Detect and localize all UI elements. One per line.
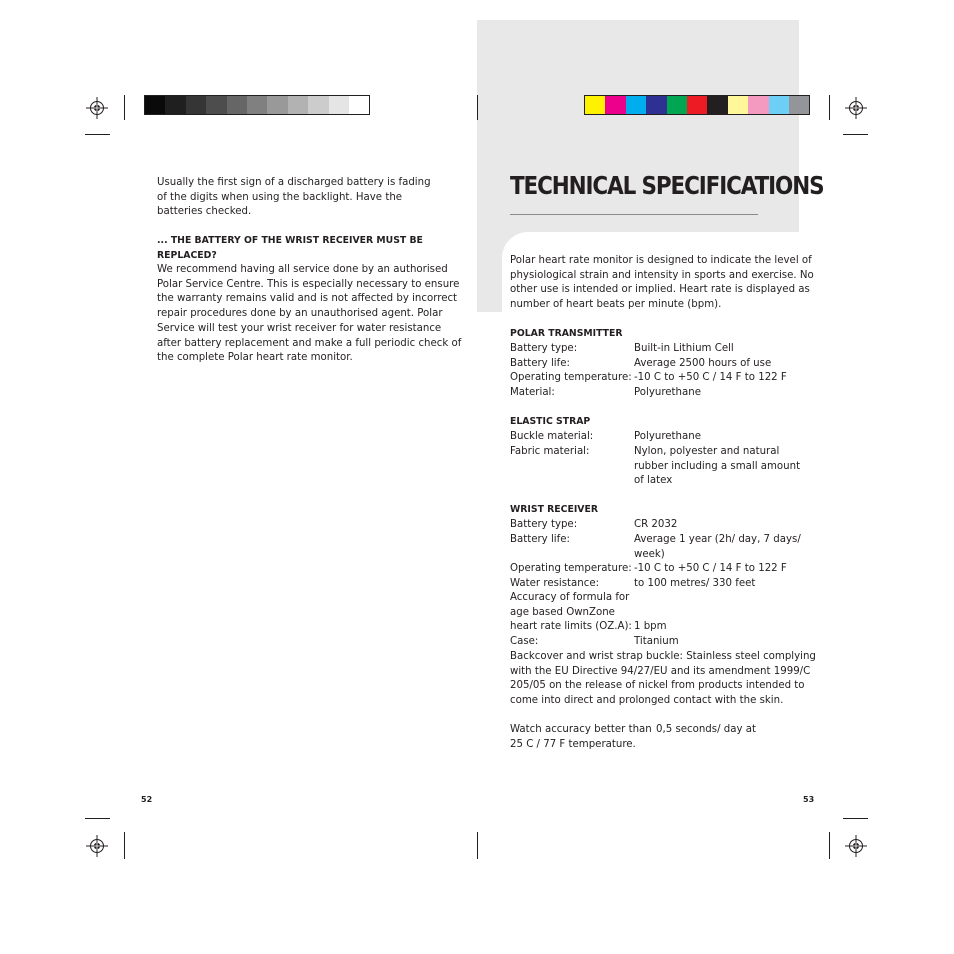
- spec-label: Material:: [510, 387, 555, 399]
- text-line: Accuracy of formula for: [510, 592, 630, 603]
- receiver-case-row: [510, 635, 679, 650]
- grayscale-swatch: [206, 96, 226, 114]
- spec-value: -10 C to +50 C / 14 F to 122 F: [634, 372, 787, 384]
- grayscale-swatch: [186, 96, 206, 114]
- spec-value: CR 2032: [634, 519, 678, 530]
- spec-label: Battery type:: [510, 519, 578, 530]
- text-line: with the EU Directive 94/27/EU and its amendment 1999/C: [510, 665, 811, 677]
- process-swatch: [728, 96, 748, 114]
- spec-label: Battery life:: [510, 357, 570, 369]
- grayscale-swatch: [267, 96, 287, 114]
- text-line: Average 1 year (2h/ day, 7 days/: [634, 534, 801, 545]
- receiver-battery-life-row: [510, 533, 570, 548]
- text-line: week): [634, 548, 665, 560]
- grayscale-swatch: [329, 96, 349, 114]
- registration-target-icon: [845, 97, 867, 119]
- text-line: 205/05 on the release of nickel from products intended to: [510, 680, 805, 692]
- spec-value: Built-in Lithium Cell: [634, 343, 734, 354]
- grayscale-swatch: [165, 96, 185, 114]
- spec-label: Fabric material:: [510, 446, 590, 457]
- watch-accuracy-line2: 25 C / 77 F temperature.: [510, 739, 636, 750]
- spec-value: to 100 metres/ 330 feet: [634, 578, 756, 589]
- crop-mark-horizontal: [85, 134, 110, 135]
- crop-mark-horizontal: [843, 818, 868, 819]
- spec-row: [510, 371, 787, 386]
- page-number-right: 53: [803, 795, 815, 804]
- text-line: repair procedures done by an unauthorised agent. Polar: [157, 308, 443, 320]
- spec-label: Operating temperature:: [510, 563, 632, 574]
- text-line: We recommend having all service done by an authorised: [157, 264, 448, 275]
- process-swatch: [646, 96, 666, 114]
- text-line: of latex: [634, 475, 673, 487]
- text-line: Service will test your wrist receiver for water resistance: [157, 322, 442, 334]
- crop-mark-vertical: [477, 832, 478, 859]
- spec-label: Battery type:: [510, 343, 578, 354]
- process-swatch: [585, 96, 605, 114]
- spec-value: -10 C to +50 C / 14 F to 122 F: [634, 563, 787, 574]
- spec-value: Average 2500 hours of use: [634, 357, 772, 369]
- text-line: the warranty remains valid and is not affected by incorrect: [157, 293, 458, 305]
- spec-value: Polyurethane: [634, 387, 701, 399]
- page-number-left: 52: [141, 795, 153, 804]
- text-line: Polar Service Centre. This is especially necessary to ensure: [157, 278, 460, 290]
- crop-mark-vertical: [829, 832, 830, 859]
- registration-target-icon: [845, 835, 867, 857]
- text-line: Backcover and wrist strap buckle: Stainless steel complying: [510, 651, 816, 662]
- spec-label: Case:: [510, 636, 539, 647]
- text-line: Polar heart rate monitor is designed to indicate the level of: [510, 255, 812, 266]
- crop-mark-vertical: [829, 95, 830, 120]
- process-swatch: [626, 96, 646, 114]
- spec-label: Buckle material:: [510, 431, 594, 442]
- watch-accuracy-line1: [510, 723, 756, 738]
- watch-accuracy-label: Watch accuracy better than: [510, 724, 652, 735]
- text-line: after battery replacement and make a full periodic check of: [157, 337, 462, 349]
- spec-label: Water resistance:: [510, 578, 600, 589]
- receiver-battery-type-row: [510, 518, 678, 533]
- text-line: physiological strain and intensity in sports and exercise. No: [510, 269, 814, 281]
- battery-heading-line2: REPLACED?: [157, 250, 217, 261]
- process-swatch: [707, 96, 727, 114]
- text-line: number of heart beats per minute (bpm).: [510, 299, 722, 311]
- registration-target-icon: [86, 835, 108, 857]
- grayscale-swatch: [227, 96, 247, 114]
- receiver-accuracy-value: 1 bpm: [634, 621, 667, 632]
- text-line: age based OwnZone: [510, 606, 615, 618]
- strap-buckle-row: [510, 430, 701, 445]
- grayscale-swatch: [288, 96, 308, 114]
- spec-value: Titanium: [634, 636, 679, 647]
- spec-row: [510, 357, 772, 372]
- spec-label: Battery life:: [510, 534, 570, 545]
- crop-mark-horizontal: [85, 818, 110, 819]
- text-line: Nylon, polyester and natural: [634, 446, 780, 457]
- text-line: the complete Polar heart rate monitor.: [157, 352, 353, 364]
- receiver-op-temp-row: [510, 562, 787, 577]
- grayscale-swatch: [349, 96, 369, 114]
- title-underline: [510, 214, 758, 215]
- grayscale-swatch: [247, 96, 267, 114]
- watch-accuracy-value: 0,5 seconds/ day at: [656, 724, 756, 735]
- receiver-heading: WRIST RECEIVER: [510, 504, 598, 515]
- text-line: rubber including a small amount: [634, 460, 801, 472]
- strap-fabric-row: [510, 445, 589, 460]
- spec-row: [510, 386, 701, 401]
- process-swatch: [605, 96, 625, 114]
- grayscale-swatch: [308, 96, 328, 114]
- process-swatch: [789, 96, 809, 114]
- process-swatch: [769, 96, 789, 114]
- process-color-bar: [584, 95, 810, 115]
- spec-value: Polyurethane: [634, 431, 701, 442]
- text-line: other use is intended or implied. Heart rate is displayed as: [510, 284, 810, 296]
- strap-heading: ELASTIC STRAP: [510, 416, 591, 427]
- registration-target-icon: [86, 97, 108, 119]
- battery-heading-line1: ... THE BATTERY OF THE WRIST RECEIVER MUST BE: [157, 235, 423, 246]
- transmitter-heading: POLAR TRANSMITTER: [510, 328, 623, 339]
- grayscale-swatch: [145, 96, 165, 114]
- crop-mark-vertical: [124, 95, 125, 120]
- page-title: TECHNICAL SPECIFICATIONS: [510, 171, 824, 200]
- spec-row: [510, 342, 734, 357]
- process-swatch: [748, 96, 768, 114]
- text-line: come into direct and prolonged contact with the skin.: [510, 695, 784, 707]
- process-swatch: [687, 96, 707, 114]
- crop-mark-horizontal: [843, 134, 868, 135]
- grayscale-color-bar: [144, 95, 370, 115]
- spec-label: Operating temperature:: [510, 372, 632, 384]
- receiver-water-row: [510, 577, 756, 592]
- crop-mark-vertical: [477, 95, 478, 120]
- text-line: heart rate limits (OZ.A):: [510, 621, 632, 633]
- process-swatch: [667, 96, 687, 114]
- crop-mark-vertical: [124, 832, 125, 859]
- battery-intro-text: Usually the first sign of a discharged battery is fading of the digits when using the backlight. Have the batteries checked.: [157, 177, 431, 218]
